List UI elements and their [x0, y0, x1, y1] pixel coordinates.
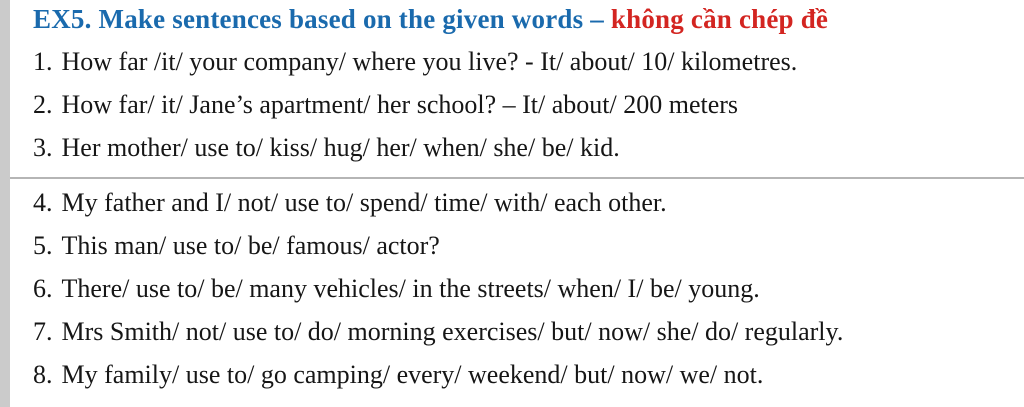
sentence-line-1 — [33, 40, 1024, 83]
sentence-line-3 — [33, 126, 1024, 169]
sentence-number: 1. — [33, 47, 53, 76]
sentence-line-6 — [33, 267, 1024, 310]
sentence-number: 4. — [33, 188, 53, 217]
sentence-number: 6. — [33, 274, 53, 303]
sentence-line-5 — [33, 224, 1024, 267]
sentence-text: My family/ use to/ go camping/ every/ weekend/ but/ now/ we/ not. — [61, 360, 764, 389]
sentence-text: Mrs Smith/ not/ use to/ do/ morning exercises/ but/ now/ she/ do/ regularly. — [61, 317, 844, 346]
row-divider — [10, 177, 1024, 179]
header-red-text: không cần chép đề — [610, 4, 829, 34]
sentence-line-4 — [33, 181, 1024, 224]
exercise-header — [33, 2, 1024, 40]
sentence-line-8 — [33, 353, 1024, 396]
sentence-number: 2. — [33, 90, 53, 119]
sentence-number: 8. — [33, 360, 53, 389]
sentence-text: Her mother/ use to/ kiss/ hug/ her/ when/ she/ be/ kid. — [61, 133, 620, 162]
sentence-text: There/ use to/ be/ many vehicles/ in the streets/ when/ I/ be/ young. — [61, 274, 760, 303]
sentence-number: 5. — [33, 231, 53, 260]
sentence-line-2 — [33, 83, 1024, 126]
sentence-text: This man/ use to/ be/ famous/ actor? — [61, 231, 440, 260]
header-blue-text: EX5. Make sentences based on the given words – — [33, 4, 604, 34]
sentence-number: 7. — [33, 317, 53, 346]
sentence-text: How far/ it/ Jane’s apartment/ her school? – It/ about/ 200 meters — [61, 90, 739, 119]
sentence-number: 3. — [33, 133, 53, 162]
sentence-line-7 — [33, 310, 1024, 353]
sentence-text: My father and I/ not/ use to/ spend/ time/ with/ each other. — [61, 188, 667, 217]
sentence-text: How far /it/ your company/ where you live? - It/ about/ 10/ kilometres. — [61, 47, 798, 76]
